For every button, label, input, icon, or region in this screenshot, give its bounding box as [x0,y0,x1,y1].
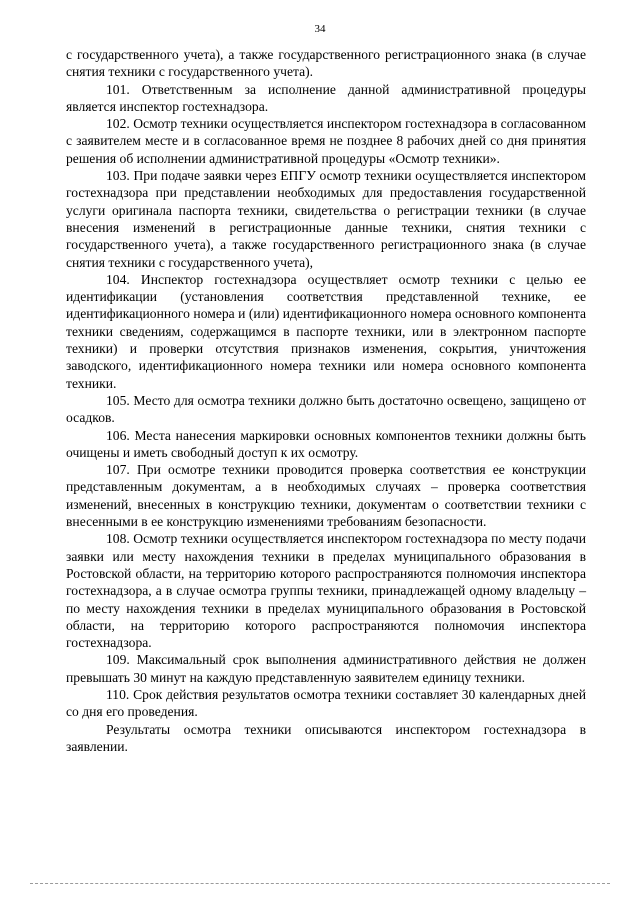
paragraph-110: 110. Срок действия результатов осмотра техники составляет 30 календарных дней со дня его проведения. [66,686,586,720]
paragraph-105: 105. Место для осмотра техники должно быть достаточно освещено, защищено от осадков. [66,392,586,426]
paragraph-104: 104. Инспектор гостехнадзора осуществляет осмотр техники с целью ее идентификации (установления соответствия представленной технике, ее идентификационного номера и (или) идентификационного номера основного компонента техники сведениям, содержащимся в паспорте техники, или в электронном паспорте техники) и проверки отсутствия признаков изменения, сокрытия, уничтожения заводского, идентификационного номера техники или номера основного компонента техники. [66,271,586,391]
page-number: 34 [314,23,326,35]
paragraph-109: 109. Максимальный срок выполнения административного действия не должен превышать 30 минут на каждую представленную заявителем единицу техники. [66,652,586,685]
document-body [66,46,586,755]
paragraph-106: 106. Места нанесения маркировки основных компонентов техники должны быть очищены и иметь свободный доступ к их осмотру. [66,427,586,460]
paragraph-108: 108. Осмотр техники осуществляется инспектором гостехнадзора по месту подачи заявки или месту нахождения техники в пределах муниципального образования в Ростовской области, на территорию которого распространяются полномочия инспектора гостехнадзора, а в случае осмотра группы техники, принадлежащей одному владельцу – по месту нахождения техники в пределах муниципального образования в Ростовской области, на территорию которого распространяются полномочия инспектора гостехнадзора. [66,531,586,651]
paragraph-103: 103. При подаче заявки через ЕПГУ осмотр техники осуществляется инспектором гостехнадзора при представлении необходимых для предоставления государственной услуги оригинала паспорта техники, свидетельства о регистрации техники (в случае внесения изменений в регистрационные данные техники, снятия техники с государственного учета), а также государственного регистрационного знака (в случае снятия техники с государственного учета), [66,168,586,270]
paragraph-continuation: с государственного учета), а также государственного регистрационного знака (в случае снятия техники с государственного учета). [66,47,586,80]
footer-divider [30,883,610,884]
paragraph-107: 107. При осмотре техники проводится проверка соответствия ее конструкции представленным документам, а в необходимых случаях – проверка соответствия изменений, внесенных в конструкцию техники, документам о соответствии техники с внесенными в ее конструкцию изменениями требованиям безопасности. [66,462,586,530]
paragraph-101: 101. Ответственным за исполнение данной административной процедуры является инспектор гостехнадзора. [66,81,586,114]
paragraph-results: Результаты осмотра техники описываются инспектором гостехнадзора в заявлении. [66,721,586,754]
paragraph-102: 102. Осмотр техники осуществляется инспектором гостехнадзора в согласованном с заявителем месте и в согласованное время не позднее 8 рабочих дней со дня принятия решения об исполнении административной процедуры «Осмотр техники». [66,116,586,166]
